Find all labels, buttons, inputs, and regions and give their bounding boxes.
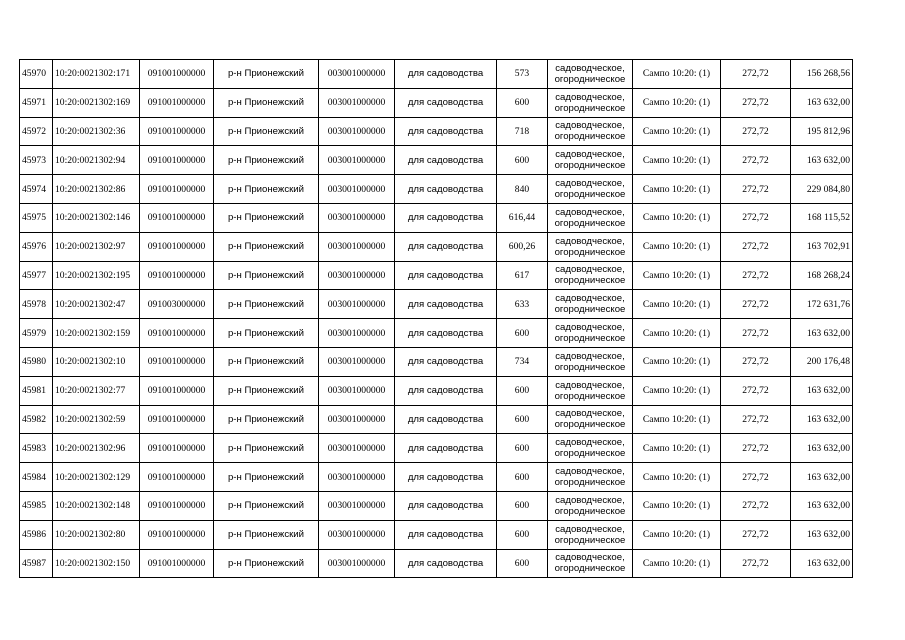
okato-code-cell: 091001000000 [140, 347, 214, 376]
okato-code-cell: 091001000000 [140, 203, 214, 232]
cadastral-number-cell: 10:20:0021302:86 [53, 175, 140, 204]
locality-code-cell: 003001000000 [319, 88, 395, 117]
okato-code-cell: 091001000000 [140, 261, 214, 290]
plot-area-cell: 573 [497, 60, 548, 89]
permitted-use-cell: для садоводства [395, 405, 497, 434]
locality-code-cell: 003001000000 [319, 146, 395, 175]
cadastral-number-cell: 10:20:0021302:195 [53, 261, 140, 290]
district-name-cell: р-н Прионежский [214, 491, 319, 520]
plot-area-cell: 600 [497, 319, 548, 348]
land-category-line-1: садоводческое, [555, 350, 625, 362]
permitted-use-cell: для садоводства [395, 146, 497, 175]
locality-code-cell: 003001000000 [319, 60, 395, 89]
land-category-line-2: огородническое [554, 390, 626, 402]
valuation-group-cell: Сампо 10:20: (1) [633, 232, 721, 261]
cadastral-value-cell: 163 702,91 [791, 232, 853, 261]
land-category-line-2: огородническое [554, 448, 626, 460]
valuation-group-cell: Сампо 10:20: (1) [633, 463, 721, 492]
district-name-cell: р-н Прионежский [214, 117, 319, 146]
permitted-use-cell: для садоводства [395, 376, 497, 405]
cadastral-value-cell: 156 268,56 [791, 60, 853, 89]
land-category-line-2: огородническое [554, 505, 626, 517]
table-row [20, 88, 853, 117]
record-number-cell: 45976 [20, 232, 53, 261]
land-category-cell [548, 376, 633, 405]
record-number-cell: 45982 [20, 405, 53, 434]
plot-area-cell: 718 [497, 117, 548, 146]
land-category-cell [548, 146, 633, 175]
okato-code-cell: 091001000000 [140, 60, 214, 89]
permitted-use-cell: для садоводства [395, 520, 497, 549]
record-number-cell: 45977 [20, 261, 53, 290]
land-category-line-2: огородническое [554, 160, 626, 172]
plot-area-cell: 734 [497, 347, 548, 376]
permitted-use-cell: для садоводства [395, 261, 497, 290]
record-number-cell: 45974 [20, 175, 53, 204]
locality-code-cell: 003001000000 [319, 319, 395, 348]
land-category-cell [548, 261, 633, 290]
record-number-cell: 45985 [20, 491, 53, 520]
land-category-cell [548, 520, 633, 549]
valuation-group-cell: Сампо 10:20: (1) [633, 319, 721, 348]
land-category-line-1: садоводческое, [555, 206, 625, 218]
locality-code-cell: 003001000000 [319, 203, 395, 232]
plot-area-cell: 600 [497, 88, 548, 117]
permitted-use-cell: для садоводства [395, 434, 497, 463]
record-number-cell: 45980 [20, 347, 53, 376]
land-category-line-2: огородническое [554, 217, 626, 229]
table-row [20, 347, 853, 376]
land-category-cell [548, 290, 633, 319]
cadastral-value-cell: 163 632,00 [791, 520, 853, 549]
table-row [20, 290, 853, 319]
land-category-cell [548, 405, 633, 434]
cadastral-number-cell: 10:20:0021302:94 [53, 146, 140, 175]
table-row [20, 520, 853, 549]
valuation-group-cell: Сампо 10:20: (1) [633, 549, 721, 578]
locality-code-cell: 003001000000 [319, 405, 395, 434]
district-name-cell: р-н Прионежский [214, 549, 319, 578]
permitted-use-cell: для садоводства [395, 491, 497, 520]
cadastral-number-cell: 10:20:0021302:77 [53, 376, 140, 405]
cadastral-number-cell: 10:20:0021302:171 [53, 60, 140, 89]
table-row [20, 434, 853, 463]
cadastral-number-cell: 10:20:0021302:97 [53, 232, 140, 261]
permitted-use-cell: для садоводства [395, 319, 497, 348]
plot-area-cell: 600,26 [497, 232, 548, 261]
land-category-cell [548, 549, 633, 578]
okato-code-cell: 091001000000 [140, 405, 214, 434]
land-category-cell [548, 347, 633, 376]
cadastral-value-cell: 163 632,00 [791, 463, 853, 492]
cadastral-number-cell: 10:20:0021302:47 [53, 290, 140, 319]
specific-value-cell: 272,72 [721, 520, 791, 549]
district-name-cell: р-н Прионежский [214, 405, 319, 434]
valuation-group-cell: Сампо 10:20: (1) [633, 60, 721, 89]
valuation-group-cell: Сампо 10:20: (1) [633, 376, 721, 405]
cadastral-value-cell: 163 632,00 [791, 491, 853, 520]
okato-code-cell: 091001000000 [140, 88, 214, 117]
land-category-cell [548, 117, 633, 146]
table-row [20, 319, 853, 348]
land-category-line-2: огородническое [554, 361, 626, 373]
permitted-use-cell: для садоводства [395, 175, 497, 204]
cadastral-number-cell: 10:20:0021302:159 [53, 319, 140, 348]
valuation-group-cell: Сампо 10:20: (1) [633, 203, 721, 232]
valuation-group-cell: Сампо 10:20: (1) [633, 117, 721, 146]
plot-area-cell: 840 [497, 175, 548, 204]
cadastral-number-cell: 10:20:0021302:146 [53, 203, 140, 232]
record-number-cell: 45984 [20, 463, 53, 492]
district-name-cell: р-н Прионежский [214, 232, 319, 261]
okato-code-cell: 091001000000 [140, 319, 214, 348]
table-row [20, 463, 853, 492]
record-number-cell: 45986 [20, 520, 53, 549]
land-category-line-1: садоводческое, [555, 62, 625, 74]
cadastral-value-cell: 229 084,80 [791, 175, 853, 204]
plot-area-cell: 600 [497, 376, 548, 405]
okato-code-cell: 091001000000 [140, 434, 214, 463]
locality-code-cell: 003001000000 [319, 549, 395, 578]
record-number-cell: 45978 [20, 290, 53, 319]
land-category-line-2: огородническое [554, 304, 626, 316]
record-number-cell: 45975 [20, 203, 53, 232]
land-category-cell [548, 60, 633, 89]
valuation-group-cell: Сампо 10:20: (1) [633, 434, 721, 463]
locality-code-cell: 003001000000 [319, 175, 395, 204]
cadastral-number-cell: 10:20:0021302:96 [53, 434, 140, 463]
locality-code-cell: 003001000000 [319, 376, 395, 405]
specific-value-cell: 272,72 [721, 203, 791, 232]
cadastral-number-cell: 10:20:0021302:150 [53, 549, 140, 578]
locality-code-cell: 003001000000 [319, 463, 395, 492]
okato-code-cell: 091001000000 [140, 232, 214, 261]
valuation-group-cell: Сампо 10:20: (1) [633, 405, 721, 434]
record-number-cell: 45972 [20, 117, 53, 146]
specific-value-cell: 272,72 [721, 117, 791, 146]
table-row [20, 491, 853, 520]
locality-code-cell: 003001000000 [319, 520, 395, 549]
permitted-use-cell: для садоводства [395, 290, 497, 319]
district-name-cell: р-н Прионежский [214, 60, 319, 89]
permitted-use-cell: для садоводства [395, 463, 497, 492]
district-name-cell: р-н Прионежский [214, 520, 319, 549]
land-category-line-1: садоводческое, [555, 235, 625, 247]
okato-code-cell: 091001000000 [140, 146, 214, 175]
specific-value-cell: 272,72 [721, 347, 791, 376]
table-row [20, 146, 853, 175]
permitted-use-cell: для садоводства [395, 117, 497, 146]
cadastral-value-cell: 200 176,48 [791, 347, 853, 376]
cadastral-value-cell: 163 632,00 [791, 146, 853, 175]
cadastral-value-cell: 163 632,00 [791, 319, 853, 348]
locality-code-cell: 003001000000 [319, 232, 395, 261]
locality-code-cell: 003001000000 [319, 347, 395, 376]
plot-area-cell: 600 [497, 520, 548, 549]
valuation-group-cell: Сампо 10:20: (1) [633, 88, 721, 117]
cadastral-value-cell: 163 632,00 [791, 405, 853, 434]
permitted-use-cell: для садоводства [395, 549, 497, 578]
record-number-cell: 45971 [20, 88, 53, 117]
specific-value-cell: 272,72 [721, 60, 791, 89]
table-body [20, 60, 853, 578]
land-category-line-1: садоводческое, [555, 120, 625, 132]
district-name-cell: р-н Прионежский [214, 347, 319, 376]
cadastral-value-cell: 172 631,76 [791, 290, 853, 319]
plot-area-cell: 600 [497, 463, 548, 492]
district-name-cell: р-н Прионежский [214, 319, 319, 348]
permitted-use-cell: для садоводства [395, 88, 497, 117]
cadastral-value-cell: 163 632,00 [791, 434, 853, 463]
district-name-cell: р-н Прионежский [214, 463, 319, 492]
land-category-line-1: садоводческое, [555, 293, 625, 305]
land-category-line-1: садоводческое, [555, 494, 625, 506]
plot-area-cell: 600 [497, 549, 548, 578]
cadastral-number-cell: 10:20:0021302:129 [53, 463, 140, 492]
valuation-group-cell: Сампо 10:20: (1) [633, 290, 721, 319]
land-category-line-2: огородническое [554, 477, 626, 489]
specific-value-cell: 272,72 [721, 491, 791, 520]
record-number-cell: 45987 [20, 549, 53, 578]
land-category-cell [548, 203, 633, 232]
locality-code-cell: 003001000000 [319, 491, 395, 520]
land-category-cell [548, 319, 633, 348]
valuation-group-cell: Сампо 10:20: (1) [633, 261, 721, 290]
valuation-group-cell: Сампо 10:20: (1) [633, 146, 721, 175]
land-category-line-1: садоводческое, [555, 91, 625, 103]
land-category-cell [548, 434, 633, 463]
locality-code-cell: 003001000000 [319, 261, 395, 290]
valuation-group-cell: Сампо 10:20: (1) [633, 347, 721, 376]
cadastral-number-cell: 10:20:0021302:36 [53, 117, 140, 146]
land-category-line-1: садоводческое, [555, 322, 625, 334]
specific-value-cell: 272,72 [721, 290, 791, 319]
land-category-line-1: садоводческое, [555, 149, 625, 161]
okato-code-cell: 091001000000 [140, 520, 214, 549]
plot-area-cell: 633 [497, 290, 548, 319]
district-name-cell: р-н Прионежский [214, 88, 319, 117]
land-category-line-2: огородническое [554, 189, 626, 201]
table-row [20, 549, 853, 578]
land-registry-table [19, 59, 853, 578]
table-row [20, 376, 853, 405]
table-row [20, 117, 853, 146]
cadastral-value-cell: 168 115,52 [791, 203, 853, 232]
permitted-use-cell: для садоводства [395, 347, 497, 376]
specific-value-cell: 272,72 [721, 376, 791, 405]
district-name-cell: р-н Прионежский [214, 434, 319, 463]
land-category-line-2: огородническое [554, 131, 626, 143]
land-category-line-1: садоводческое, [555, 379, 625, 391]
table-row [20, 261, 853, 290]
land-category-line-1: садоводческое, [555, 437, 625, 449]
district-name-cell: р-н Прионежский [214, 376, 319, 405]
record-number-cell: 45973 [20, 146, 53, 175]
specific-value-cell: 272,72 [721, 232, 791, 261]
land-category-line-2: огородническое [554, 333, 626, 345]
permitted-use-cell: для садоводства [395, 60, 497, 89]
district-name-cell: р-н Прионежский [214, 175, 319, 204]
land-category-cell [548, 463, 633, 492]
land-category-cell [548, 175, 633, 204]
locality-code-cell: 003001000000 [319, 434, 395, 463]
land-category-line-2: огородническое [554, 73, 626, 85]
record-number-cell: 45970 [20, 60, 53, 89]
plot-area-cell: 617 [497, 261, 548, 290]
land-category-cell [548, 88, 633, 117]
specific-value-cell: 272,72 [721, 261, 791, 290]
locality-code-cell: 003001000000 [319, 117, 395, 146]
okato-code-cell: 091001000000 [140, 491, 214, 520]
plot-area-cell: 600 [497, 405, 548, 434]
land-category-line-2: огородническое [554, 563, 626, 575]
okato-code-cell: 091001000000 [140, 117, 214, 146]
record-number-cell: 45983 [20, 434, 53, 463]
record-number-cell: 45981 [20, 376, 53, 405]
table-row [20, 175, 853, 204]
cadastral-value-cell: 163 632,00 [791, 549, 853, 578]
table-row [20, 203, 853, 232]
valuation-group-cell: Сампо 10:20: (1) [633, 175, 721, 204]
land-category-line-1: садоводческое, [555, 523, 625, 535]
table-row [20, 405, 853, 434]
specific-value-cell: 272,72 [721, 405, 791, 434]
plot-area-cell: 600 [497, 146, 548, 175]
specific-value-cell: 272,72 [721, 146, 791, 175]
locality-code-cell: 003001000000 [319, 290, 395, 319]
land-category-cell [548, 491, 633, 520]
district-name-cell: р-н Прионежский [214, 203, 319, 232]
specific-value-cell: 272,72 [721, 88, 791, 117]
okato-code-cell: 091001000000 [140, 463, 214, 492]
specific-value-cell: 272,72 [721, 463, 791, 492]
permitted-use-cell: для садоводства [395, 232, 497, 261]
valuation-group-cell: Сампо 10:20: (1) [633, 520, 721, 549]
cadastral-value-cell: 168 268,24 [791, 261, 853, 290]
land-category-line-2: огородническое [554, 534, 626, 546]
cadastral-number-cell: 10:20:0021302:59 [53, 405, 140, 434]
district-name-cell: р-н Прионежский [214, 146, 319, 175]
land-category-line-2: огородническое [554, 246, 626, 258]
okato-code-cell: 091001000000 [140, 175, 214, 204]
cadastral-number-cell: 10:20:0021302:148 [53, 491, 140, 520]
plot-area-cell: 616,44 [497, 203, 548, 232]
land-category-line-1: садоводческое, [555, 178, 625, 190]
valuation-group-cell: Сампо 10:20: (1) [633, 491, 721, 520]
cadastral-value-cell: 163 632,00 [791, 88, 853, 117]
district-name-cell: р-н Прионежский [214, 261, 319, 290]
cadastral-number-cell: 10:20:0021302:10 [53, 347, 140, 376]
district-name-cell: р-н Прионежский [214, 290, 319, 319]
record-number-cell: 45979 [20, 319, 53, 348]
land-category-cell [548, 232, 633, 261]
specific-value-cell: 272,72 [721, 549, 791, 578]
land-category-line-1: садоводческое, [555, 264, 625, 276]
land-category-line-1: садоводческое, [555, 466, 625, 478]
permitted-use-cell: для садоводства [395, 203, 497, 232]
table-row [20, 60, 853, 89]
specific-value-cell: 272,72 [721, 434, 791, 463]
cadastral-value-cell: 163 632,00 [791, 376, 853, 405]
plot-area-cell: 600 [497, 434, 548, 463]
cadastral-value-cell: 195 812,96 [791, 117, 853, 146]
okato-code-cell: 091003000000 [140, 290, 214, 319]
plot-area-cell: 600 [497, 491, 548, 520]
okato-code-cell: 091001000000 [140, 549, 214, 578]
land-category-line-2: огородническое [554, 102, 626, 114]
okato-code-cell: 091001000000 [140, 376, 214, 405]
cadastral-number-cell: 10:20:0021302:169 [53, 88, 140, 117]
cadastral-number-cell: 10:20:0021302:80 [53, 520, 140, 549]
land-category-line-1: садоводческое, [555, 408, 625, 420]
land-category-line-2: огородническое [554, 419, 626, 431]
land-category-line-1: садоводческое, [555, 552, 625, 564]
specific-value-cell: 272,72 [721, 175, 791, 204]
specific-value-cell: 272,72 [721, 319, 791, 348]
land-category-line-2: огородническое [554, 275, 626, 287]
table-row [20, 232, 853, 261]
